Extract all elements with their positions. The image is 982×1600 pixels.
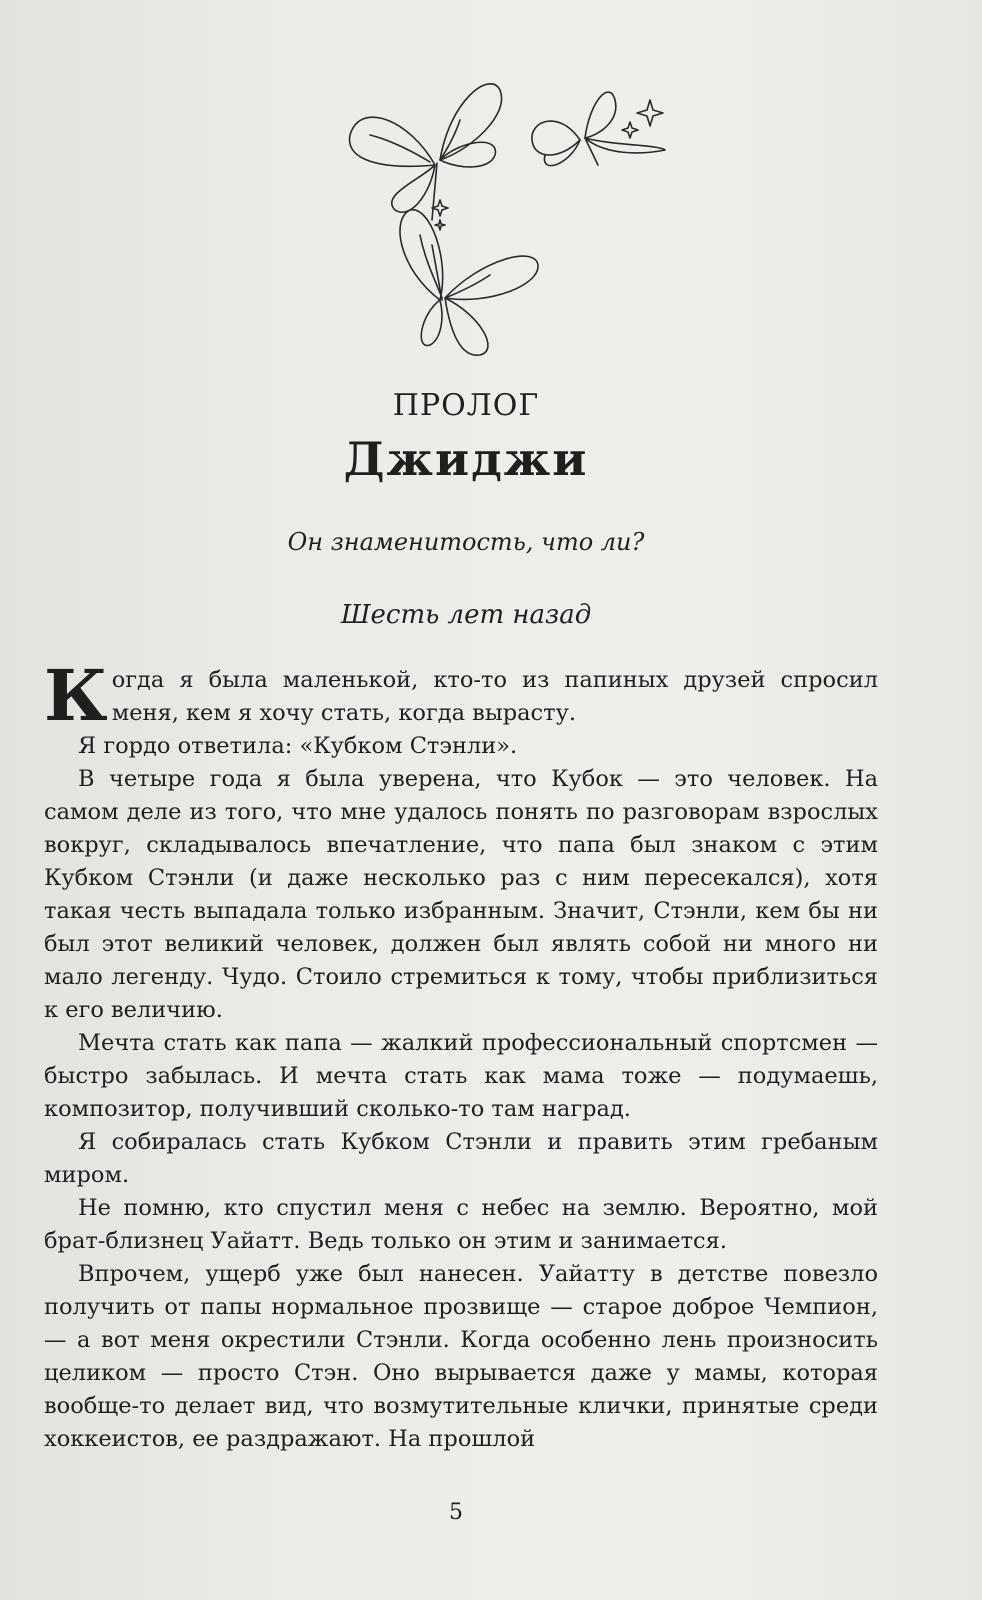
butterfly-icon [400, 210, 538, 356]
body-text [44, 654, 878, 1456]
butterfly-icon [532, 92, 665, 166]
paragraph: Я собиралась стать Кубком Стэнли и править этим гребаным миром. [44, 1129, 878, 1188]
epigraph: Он знаменитость, что ли? [287, 528, 645, 556]
paragraph: Не помню, кто спустил меня с небес на землю. Вероятно, мой брат-близнец Уайатт. Ведь только он этим и занимается. [44, 1195, 878, 1254]
sparkle-icon [622, 122, 638, 138]
chapter-title: Джиджи [343, 432, 589, 486]
page-number: 5 [449, 1500, 463, 1525]
chapter-timestamp: Шесть лет назад [340, 600, 592, 630]
paragraph: Мечта стать как папа — жалкий профессиональный спортсмен — быстро забылась. И мечта стать как мама тоже — подумаешь, композитор, получивший сколько-то там наград. [44, 1030, 878, 1122]
drop-cap: К [44, 654, 108, 737]
butterflies-illustration-icon [340, 60, 680, 380]
paragraph: Я гордо ответила: «Кубком Стэнли». [78, 733, 518, 759]
paragraph: В четыре года я была уверена, что Кубок — это человек. На самом деле из того, что мне удалось понять по разговорам взрослых вокруг, складывалось впечатление, что папа был знаком с этим Кубком Стэнли (и даже несколько раз с ним пересекался), хотя такая честь выпадала только избранным. Значит, Стэнли, кем бы ни был этот великий человек, должен был являть собой ни много ни мало легенду. Чудо. Стоило стремиться к тому, чтобы приблизиться к его величию. [44, 766, 878, 1023]
sparkle-icon [637, 100, 663, 126]
sparkle-icon [432, 200, 448, 216]
sparkle-icon [435, 220, 445, 230]
chapter-label: ПРОЛОГ [392, 388, 540, 423]
butterfly-icon [350, 84, 502, 220]
paragraph: Когда я была маленькой, кто-то из папиных друзей спросил меня, кем я хочу стать, когда вырасту. [44, 654, 878, 737]
paragraph: Впрочем, ущерб уже был нанесен. Уайатту в детстве повезло получить от папы нормальное прозвище — старое доброе Чемпион, — а вот меня окрестили Стэнли. Когда особенно лень произносить целиком — просто Стэн. Оно вырывается даже у мамы, которая вообще-то делает вид, что возмутительные клички, принятые среди хоккеистов, ее раздражают. На прошлой [44, 1261, 878, 1452]
